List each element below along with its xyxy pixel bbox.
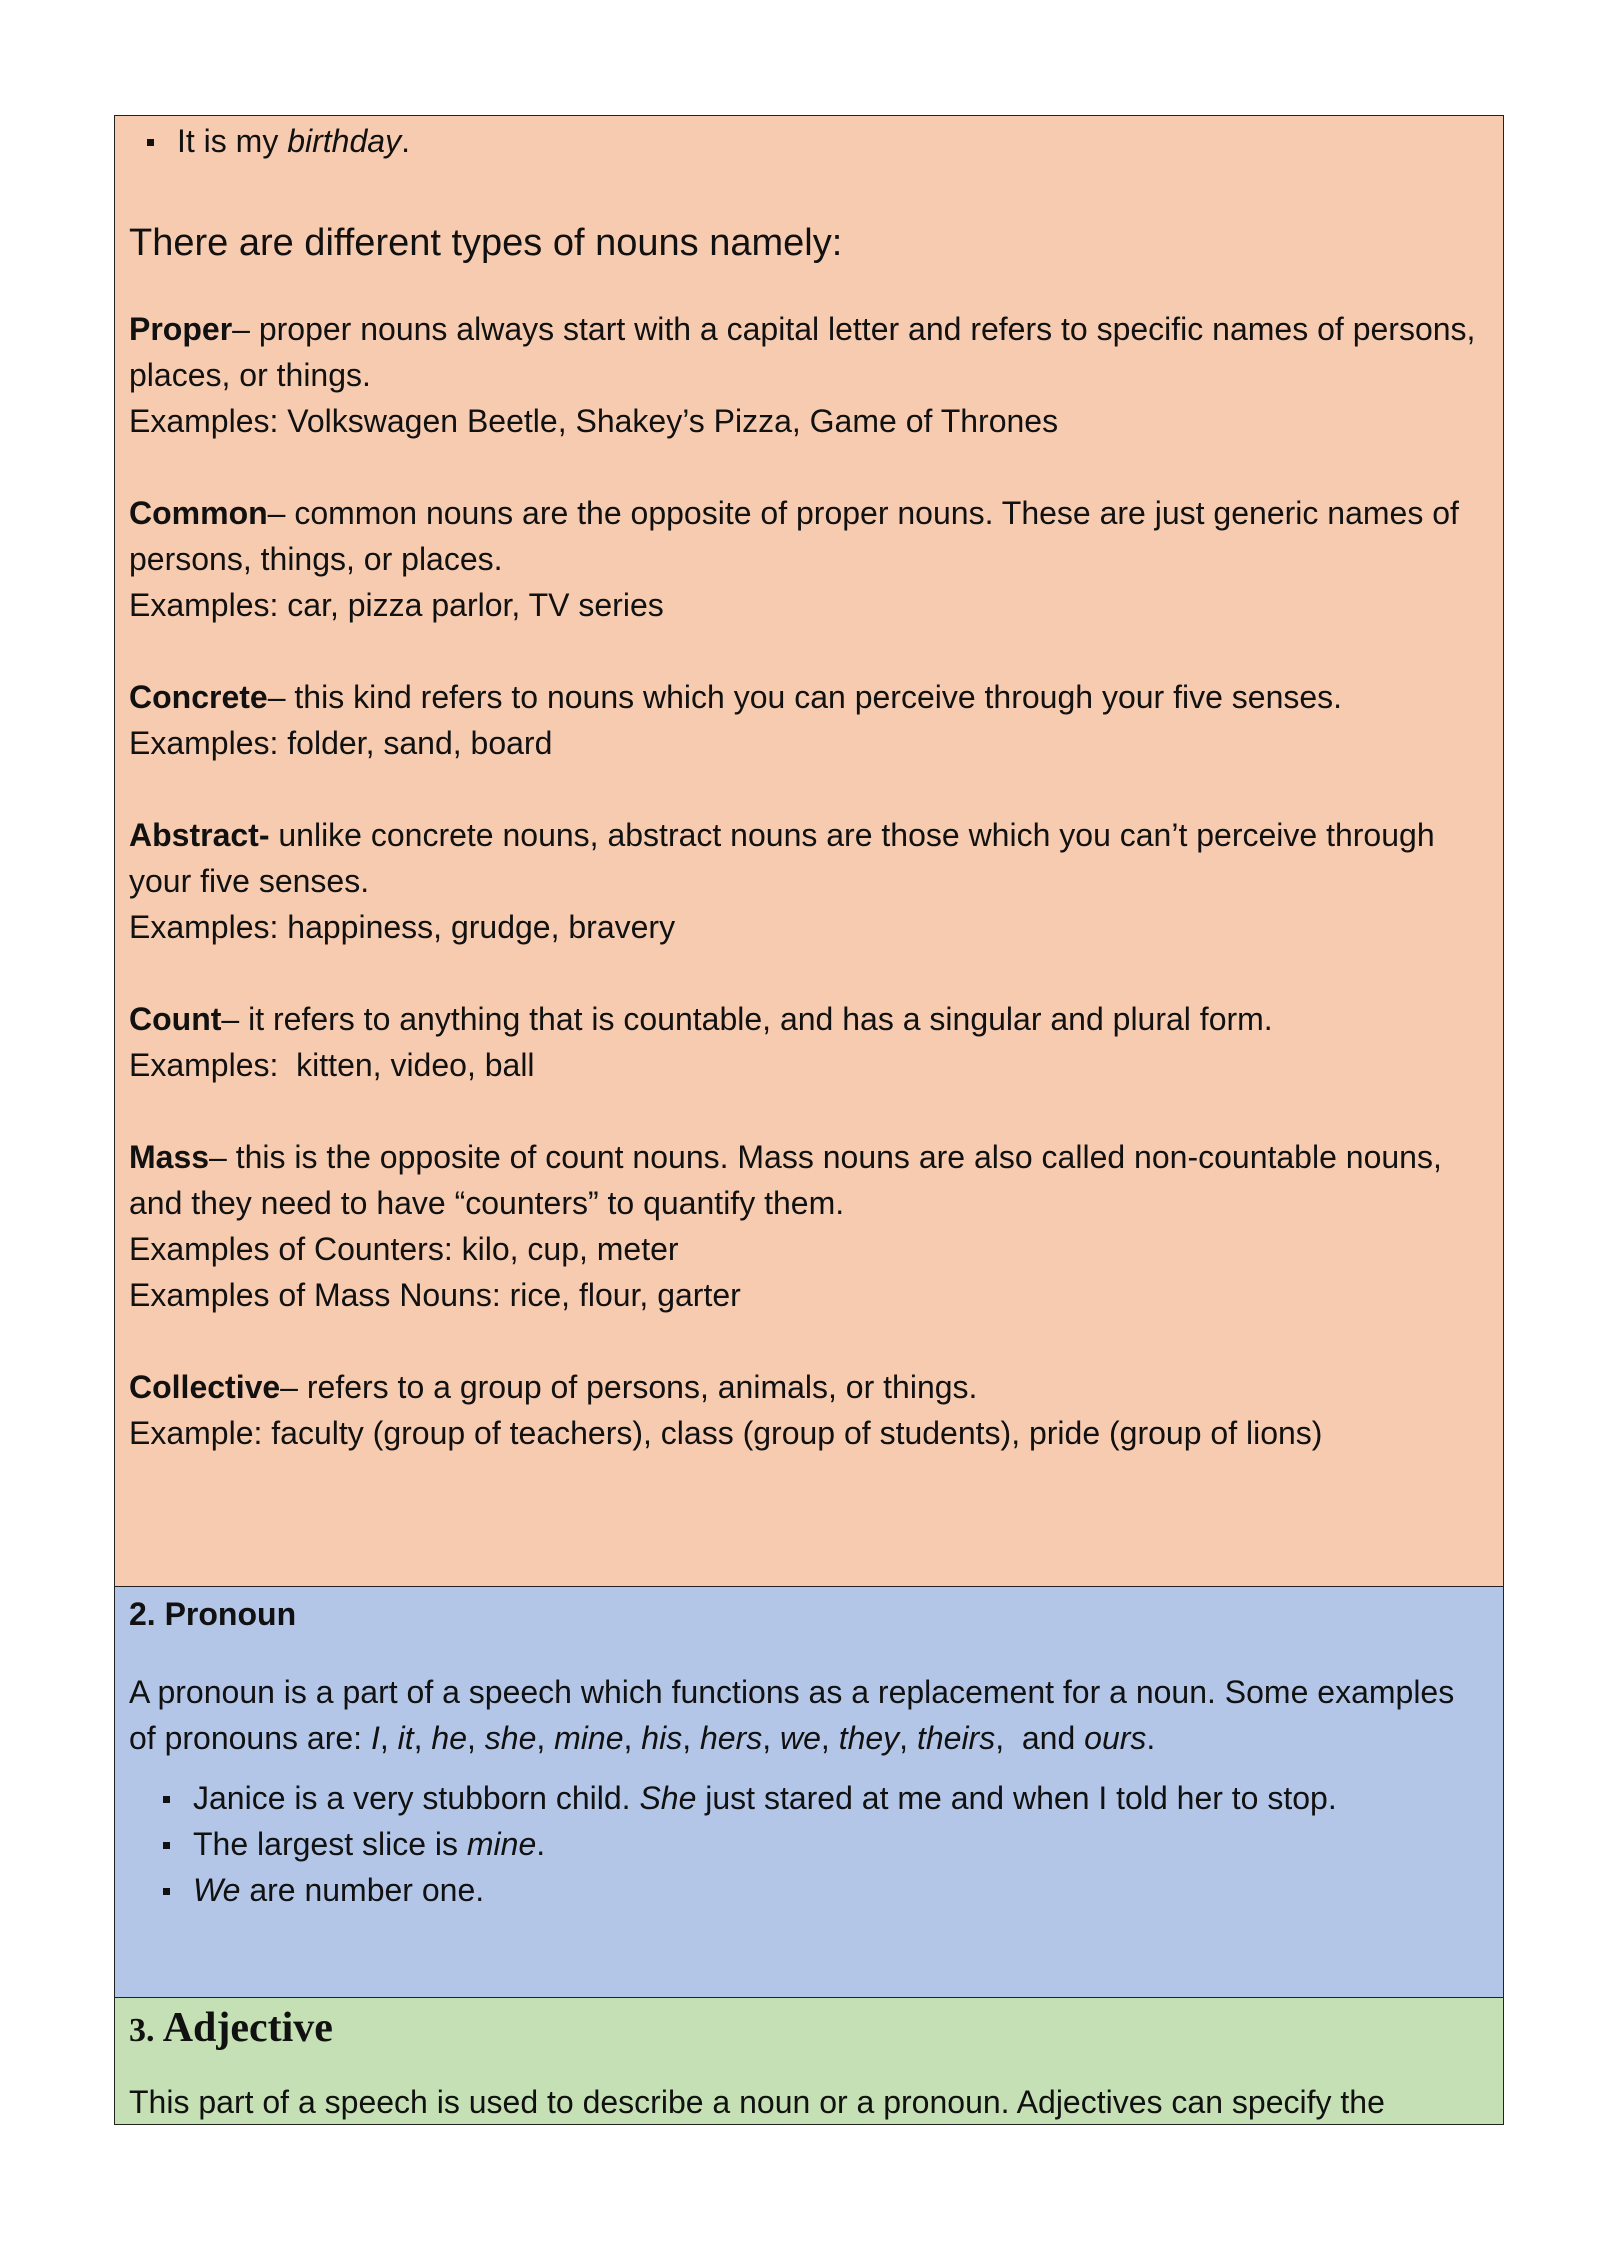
pronoun-section [115,1586,1503,1997]
pronoun-example-word: she [484,1720,537,1756]
pronoun-example-word: we [780,1720,821,1756]
pronoun-example-word: he [431,1720,467,1756]
noun-type-term: Proper [129,311,233,347]
noun-type-term: Count [129,1001,222,1037]
pronoun-example-word: mine [554,1720,624,1756]
noun-type-examples: Examples: happiness, grudge, bravery [129,909,676,945]
noun-type-description: – it refers to anything that is countable, and has a singular and plural form. [221,1001,1273,1037]
pronoun-definition: A pronoun is a part of a speech which functions as a replacement for a noun. Some examples of pronouns are: I, it, he, she, mine, his, hers, we, they, theirs, and ours. [129,1674,1455,1756]
noun-section [115,116,1503,1586]
noun-type-common [129,490,1489,628]
parts-of-speech-table [114,115,1504,2125]
noun-type-term: Mass [129,1139,210,1175]
noun-type-examples: Examples: kitten, video, ball [129,1047,535,1083]
adjective-section [115,1997,1503,2124]
pronoun-example-words: I, it, he, she, mine, his, hers, we, they, theirs, [370,1720,1005,1756]
pronoun-example-word: his [641,1720,683,1756]
noun-type-examples: Examples of Mass Nouns: rice, flour, garter [129,1277,741,1313]
noun-type-concrete [129,674,1489,766]
noun-example-list [129,118,1489,164]
noun-types-intro: There are different types of nouns namely: [129,222,843,264]
pronoun-example-word: theirs [916,1720,996,1756]
adjective-definition: This part of a speech is used to describe a noun or a pronoun. Adjectives can specify the [129,2084,1385,2120]
noun-type-description: – this is the opposite of count nouns. Mass nouns are also called non-countable nouns, and they need to have “counters” to quantify them. [129,1139,1442,1221]
noun-type-description: – proper nouns always start with a capital letter and refers to specific names of persons, places, or things. [129,311,1476,393]
noun-type-term: Abstract- [129,817,270,853]
noun-type-abstract [129,812,1489,950]
square-bullet-icon [147,139,154,146]
noun-type-examples: Examples: car, pizza parlor, TV series [129,587,664,623]
pronoun-example-word: hers [699,1720,763,1756]
pronoun-example-list [129,1775,1489,1913]
adjective-heading: 3. Adjective [129,2005,333,2051]
noun-type-examples: Examples: folder, sand, board [129,725,553,761]
noun-type-mass [129,1134,1489,1318]
pronoun-example-word: they [838,1720,900,1756]
list-item: The largest slice is mine. [129,1821,1489,1867]
list-item: It is my birthday. [129,118,1489,164]
pronoun-heading: 2. Pronoun [129,1596,297,1632]
noun-type-description: – refers to a group of persons, animals, or things. [280,1369,978,1405]
list-item: We are number one. [129,1867,1489,1913]
noun-type-description: – common nouns are the opposite of proper nouns. These are just generic names of persons, things, or places. [129,495,1459,577]
noun-type-term: Collective [129,1369,281,1405]
noun-types-list [129,306,1489,1456]
noun-type-count [129,996,1489,1088]
noun-type-description: – this kind refers to nouns which you can perceive through your five senses. [267,679,1343,715]
noun-type-description: unlike concrete nouns, abstract nouns are those which you can’t perceive through your five senses. [129,817,1435,899]
noun-type-term: Concrete [129,679,268,715]
list-item: Janice is a very stubborn child. She just stared at me and when I told her to stop. [129,1775,1489,1821]
pronoun-example-word: I [370,1720,380,1756]
noun-type-examples: Examples: Volkswagen Beetle, Shakey’s Pizza, Game of Thrones [129,403,1059,439]
noun-type-examples: Example: faculty (group of teachers), class (group of students), pride (group of lions) [129,1415,1323,1451]
square-bullet-icon [163,1888,170,1895]
noun-type-proper [129,306,1489,444]
noun-type-collective [129,1364,1489,1456]
square-bullet-icon [163,1796,170,1803]
pronoun-example-word: it [397,1720,414,1756]
square-bullet-icon [163,1842,170,1849]
noun-type-term: Common [129,495,268,531]
noun-type-examples: Examples of Counters: kilo, cup, meter [129,1231,679,1267]
